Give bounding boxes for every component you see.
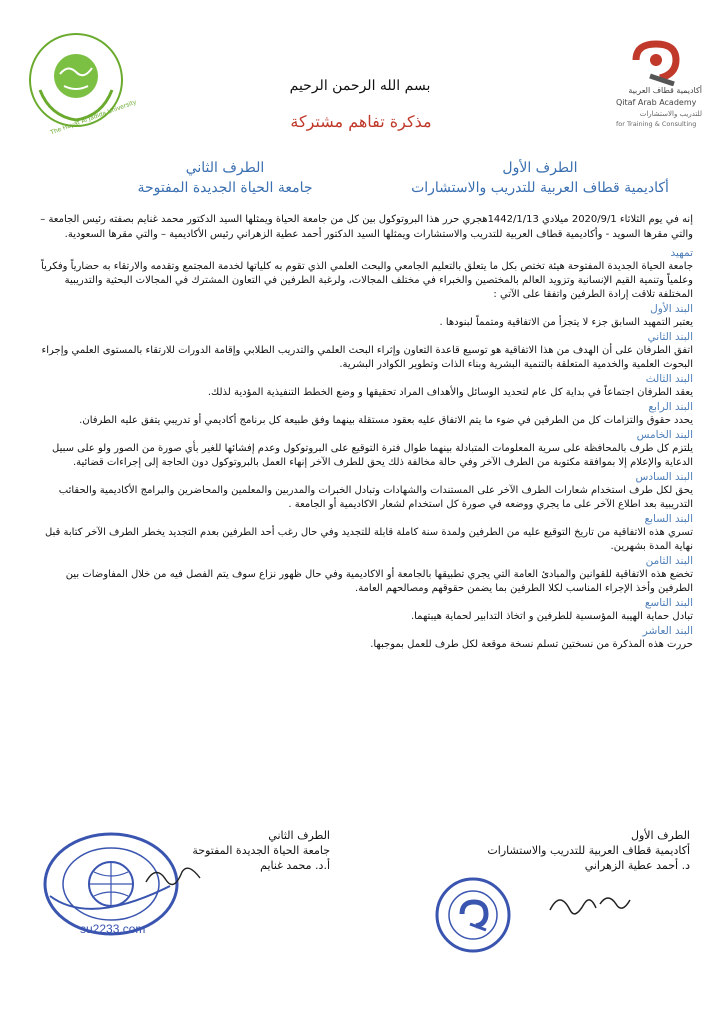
clause-text: يعقد الطرفان اجتماعاً في بداية كل عام لتحديد الوسائل والأهداف المراد تحقيقها و وضع الخطط التنفيذية المؤدية لذلك.: [207, 387, 693, 398]
clause: [30, 428, 693, 470]
clauses-list: [30, 246, 693, 652]
clause: [30, 596, 693, 624]
clause: [30, 246, 693, 302]
page-title: مذكرة تفاهم مشتركة: [290, 112, 432, 131]
signature-second-label: الطرف الثاني: [268, 829, 330, 842]
party1-name: أكاديمية قطاف العربية للتدريب والاستشارات: [411, 180, 669, 196]
clause-heading: البند الثامن: [645, 555, 693, 567]
clause-heading: البند الخامس: [636, 429, 693, 441]
clause-heading: تمهيد: [670, 247, 693, 259]
clause-text: تسري هذه الاتفاقية من تاريخ التوقيع عليه من الطرفين ولمدة سنة كاملة قابلة للتجديد وفي حال رغب أحد الطرفين بعدم التجديد يخطر الطرف الآخر كتابة قبل نهاية المدة بشهرين.: [44, 527, 693, 552]
clause-text: اتفق الطرفان على أن الهدف من هذا الاتفاقية هو توسيع قاعدة التعاون وإثراء البحث العلمي والتدريب الطلابي وإقامة الدورات للارتقاء بالمستوى العلمي وإجراء البحوث العلمية والخدمية المتعلقة بالتنمية البشرية وبناء الذات وتطوير الكوادر البشرية.: [41, 345, 693, 370]
clause-heading: البند السادس: [635, 471, 693, 483]
clause: [30, 302, 693, 330]
clause-heading: البند الرابع: [648, 401, 693, 413]
qitaf-logo: [612, 40, 702, 132]
clause-text: يحق لكل طرف استخدام شعارات الطرف الآخر على المستندات والشهادات وتبادل الخبرات والمدربين والمعلمين والمحاضرين والبرامج الأكاديمية والحقائب التدريبية بعد اطلاع الآخر على ما يجري ووضعه في صورة كل استخدام لشعار الاكاديمية أو الجامعة .: [58, 485, 693, 510]
qitaf-name-en: Qitaf Arab Academy: [616, 98, 697, 107]
clause: [30, 512, 693, 554]
clause-text: تخضع هذه الاتفاقية للقوانين والمبادئ العامة التي يجري تطبيقها بالجامعة أو الاكاديمية وفي حال ظهور نزاع سوف يتم الفصل فيه من خلال المفاوضات بين الطرفين وأخذ الإجراء المناسب لكلا الطرفين بما يضمن حقوقهم ومصالحهم العامة.: [65, 569, 693, 594]
clause: [30, 400, 693, 428]
signature-second-org: جامعة الحياة الجديدة المفتوحة: [192, 844, 330, 857]
party1-label: الطرف الأول: [502, 160, 578, 176]
clause-heading: البند السابع: [644, 513, 693, 525]
signature-scribble-second: [140, 858, 210, 898]
university-logo-text: The Hayat Al Jadida University: [49, 98, 138, 137]
signature-first-label: الطرف الأول: [630, 829, 690, 842]
clause-text: تبادل حماية الهيبة المؤسسية للطرفين و اتخاذ التدابير لحماية هيبتهما.: [410, 611, 693, 622]
party2-name: جامعة الحياة الجديدة المفتوحة: [137, 180, 313, 196]
clause-heading: البند الأول: [650, 303, 693, 315]
signature-first-org: أكاديمية قطاف العربية للتدريب والاستشارات: [487, 844, 690, 857]
clause: [30, 554, 693, 596]
clause: [30, 372, 693, 400]
university-logo: [26, 30, 138, 137]
clause: [30, 624, 693, 652]
clause-text: جامعة الحياة الجديدة المفتوحة هيئة تختص بكل ما يتعلق بالتعليم الجامعي والبحث العلمي الذي تقوم به كلياتها لخدمة المجتمع وتقدمه والارتقاء به حضارياً وفكرياً وعلمياً وتنمية القيم الإنسانية وتزويد العالم بالمختصين والخبراء في مختلف المجالات، ولرغبة الطرفين في التعاون المشترك في المجالات البحثية والتدريبية المختلفة تلاقت إرادة الطرفين واتفقا على الآتي :: [41, 261, 693, 300]
qitaf-name-ar: أكاديمية قطاف العربية: [628, 86, 702, 95]
party2-label: الطرف الثاني: [185, 160, 265, 176]
qitaf-sub-en: for Training & Consulting: [616, 120, 697, 128]
clause-heading: البند التاسع: [644, 597, 693, 609]
stamp-url: su2233.com: [80, 922, 146, 936]
clause-text: يحدد حقوق والتزامات كل من الطرفين في ضوء ما يتم الاتفاق عليه بعقود مستقلة بينهما وفق طبيعة كل برنامج أكاديمي أو تدريبي يتفق عليه الطرفان.: [79, 415, 693, 426]
signature-scribble-first: [540, 880, 640, 930]
clause-text: يلتزم كل طرف بالمحافظة على سرية المعلومات المتبادلة بينهما طوال فترة التوقيع على البروتوكول وعدم إفشائها للغير بأي صورة من الصور ولو على سبيل الدعاية والإعلام إلا بموافقة مكتوبة من الطرف الآخر وفي حالة مخالفة ذلك يحق للطرف الآخر إنهاء العمل بالبروتوكول دون الحاجة إلى إجراءات قضائية.: [52, 443, 693, 468]
qitaf-sub-ar: للتدريب والاستشارات: [639, 110, 702, 118]
signature-second-person: أ.د. محمد غنايم: [260, 859, 330, 872]
basmala: بسم الله الرحمن الرحيم: [289, 78, 431, 94]
signature-first-person: د. أحمد عطية الزهراني: [584, 859, 690, 872]
signature-first-party: [440, 828, 690, 873]
qitaf-stamp-icon: [434, 876, 512, 954]
clause-heading: البند الثاني: [647, 331, 693, 343]
clause-text: حررت هذه المذكرة من نسختين تسلم نسخة موقعة لكل طرف للعمل بموجبها.: [370, 639, 693, 650]
intro-paragraph: إنه في يوم الثلاثاء 2020/9/1 ميلادي 1442/1/13هجري حرر هذا البروتوكول بين كل من جامعة الحياة ويمثلها السيد الدكتور محمد غنايم بصفته رئيس الجامعة – والتي مقرها السويد - وأكاديمية قطاف العربية للتدريب والاستشارات ويمثلها السيد الدكتور أحمد عطية الزهراني رئيس الأكاديمية – والتي مقرها السعودية.: [40, 214, 693, 240]
clause: [30, 470, 693, 512]
clause-heading: البند العاشر: [642, 625, 693, 637]
clause-heading: البند الثالث: [645, 373, 693, 385]
clause-text: يعتبر التمهيد السابق جزء لا يتجزأ من الاتفاقية ومتمماً لبنودها .: [439, 317, 693, 328]
clause: [30, 330, 693, 372]
